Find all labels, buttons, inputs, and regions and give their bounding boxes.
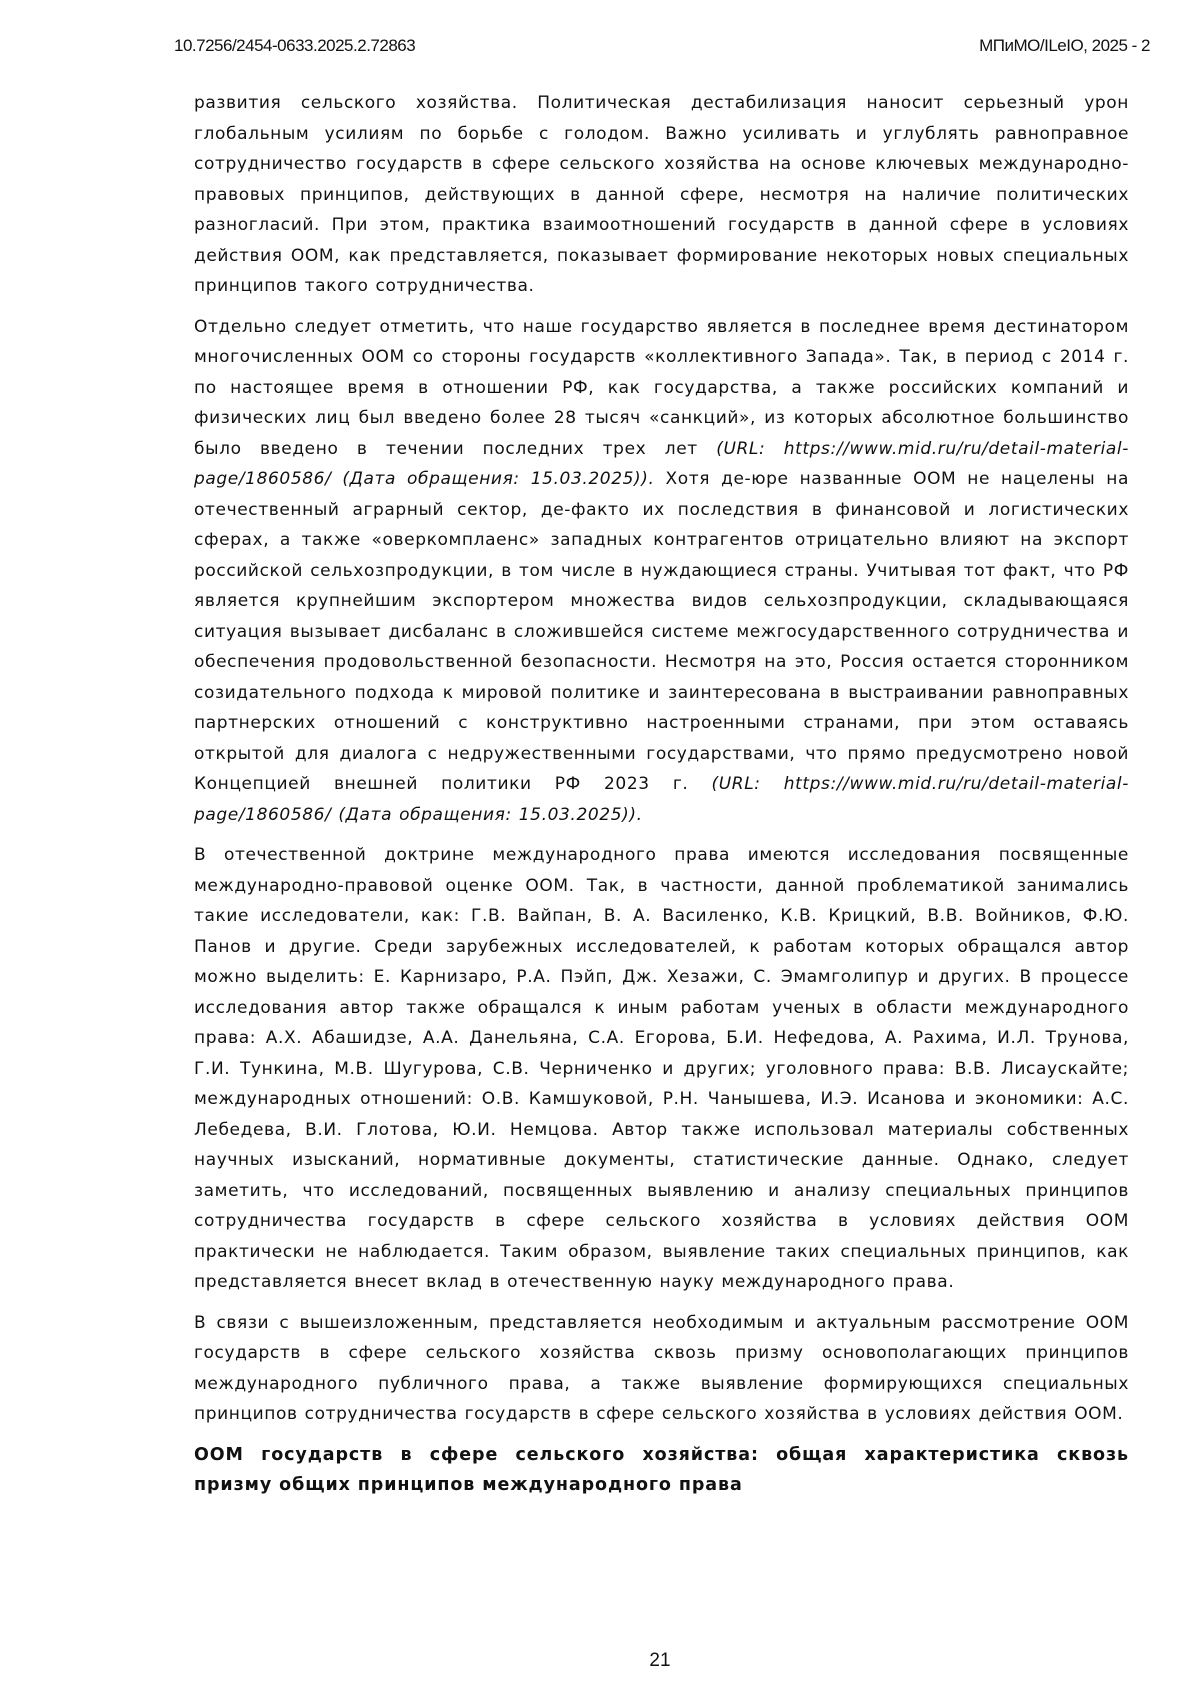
paragraph-2-text-1: Отдельно следует отметить, что наше государство является в последнее время дестинатором многочисленных ООМ со стороны государств «коллективного Запада». Так, в период с 2014 г. по настоящее время в отношении РФ, как государства, а также российских компаний и физических лиц был введено более 28 тысяч «санкций», из которых абсолютное большинство было введено в течении последних трех лет xyxy=(194,316,1129,459)
section-heading: ООМ государств в сфере сельского хозяйства: общая характеристика сквозь призму общих принципов международного права xyxy=(194,1444,1129,1495)
page-header xyxy=(174,36,1150,60)
article-body xyxy=(194,88,1129,1501)
paragraph-2 xyxy=(194,312,1129,831)
doi-identifier: 10.7256/2454-0633.2025.2.72863 xyxy=(174,36,416,55)
page-number: 21 xyxy=(649,1650,671,1671)
journal-issue: МПиМО/ILeIO, 2025 - 2 xyxy=(979,36,1150,55)
paragraph-4: В связи с вышеизложенным, представляется необходимым и актуальным рассмотрение ООМ государств в сфере сельского хозяйства сквозь призму основополагающих принципов международного публичного права, а также выявление формирующихся специальных принципов сотрудничества государств в сфере сельского хозяйства в условиях действия ООМ. xyxy=(194,1312,1129,1424)
paragraph-3: В отечественной доктрине международного права имеются исследования посвященные международно-правовой оценке ООМ. Так, в частности, данной проблематикой занимались такие исследователи, как: Г.В. Вайпан, В. А. Василенко, К.В. Крицкий, В.В. Войников, Ф.Ю. Панов и другие. Среди зарубежных исследователей, к работам которых обращался автор можно выделить: Е. Карнизаро, Р.А. Пэйп, Дж. Хезажи, С. Эмамголипур и других. В процессе исследования автор также обращался к иным работам ученых в области международного права: А.Х. Абашидзе, А.А. Данельяна, С.А. Егорова, Б.И. Нефедова, А. Рахима, И.Л. Трунова, Г.И. Тункина, М.В. Шугурова, С.В. Черниченко и других; уголовного права: В.В. Лисаускайте; международных отношений: О.В. Камшуковой, Р.Н. Чанышева, И.Э. Исанова и экономики: А.С. Лебедева, В.И. Глотова, Ю.И. Немцова. Автор также использовал материалы собственных научных изысканий, нормативные документы, статистические данные. Однако, следует заметить, что исследований, посвященных выявлению и анализу специальных принципов сотрудничества государств в сфере сельского хозяйства в условиях действия ООМ практически не наблюдается. Таким образом, выявление таких специальных принципов, как представляется внесет вклад в отечественную науку международного права. xyxy=(194,845,1129,1292)
paragraph-2-text-2: Хотя де-юре названные ООМ не нацелены на отечественный аграрный сектор, де-факто их последствия в финансовой и логистических сферах, а также «оверкомплаенс» западных контрагентов отрицательно влияют на экспорт российской сельхозпродукции, в том числе в нуждающиеся страны. Учитывая тот факт, что РФ является крупнейшим экспортером множества видов сельхозпродукции, складывающаяся ситуация вызывает дисбаланс в сложившейся системе межгосударственного сотрудничества и обеспечения продовольственной безопасности. Несмотря на это, Россия остается сторонником созидательного подхода к мировой политике и заинтересована в выстраивании равноправных партнерских отношений с конструктивно настроенными странами, при этом оставаясь открытой для диалога с недружественными государствами, что прямо предусмотрено новой Концепцией внешней политики РФ 2023 г. xyxy=(194,469,1130,794)
citation-1: (URL: https://www.mid.ru/ru/detail-material-page/1860586/ (Дата обращения: 15.03.2025)). xyxy=(194,438,1129,489)
citation-2: (URL: https://www.mid.ru/ru/detail-material-page/1860586/ (Дата обращения: 15.03.2025)). xyxy=(194,774,1129,825)
paragraph-1: развития сельского хозяйства. Политическая дестабилизация наносит серьезный урон глобальным усилиям по борьбе с голодом. Важно усиливать и углублять равноправное сотрудничество государств в сфере сельского хозяйства на основе ключевых международно-правовых принципов, действующих в данной сфере, несмотря на наличие политических разногласий. При этом, практика взаимоотношений государств в данной сфере в условиях действия ООМ, как представляется, показывает формирование некоторых новых специальных принципов такого сотрудничества. xyxy=(194,93,1129,296)
